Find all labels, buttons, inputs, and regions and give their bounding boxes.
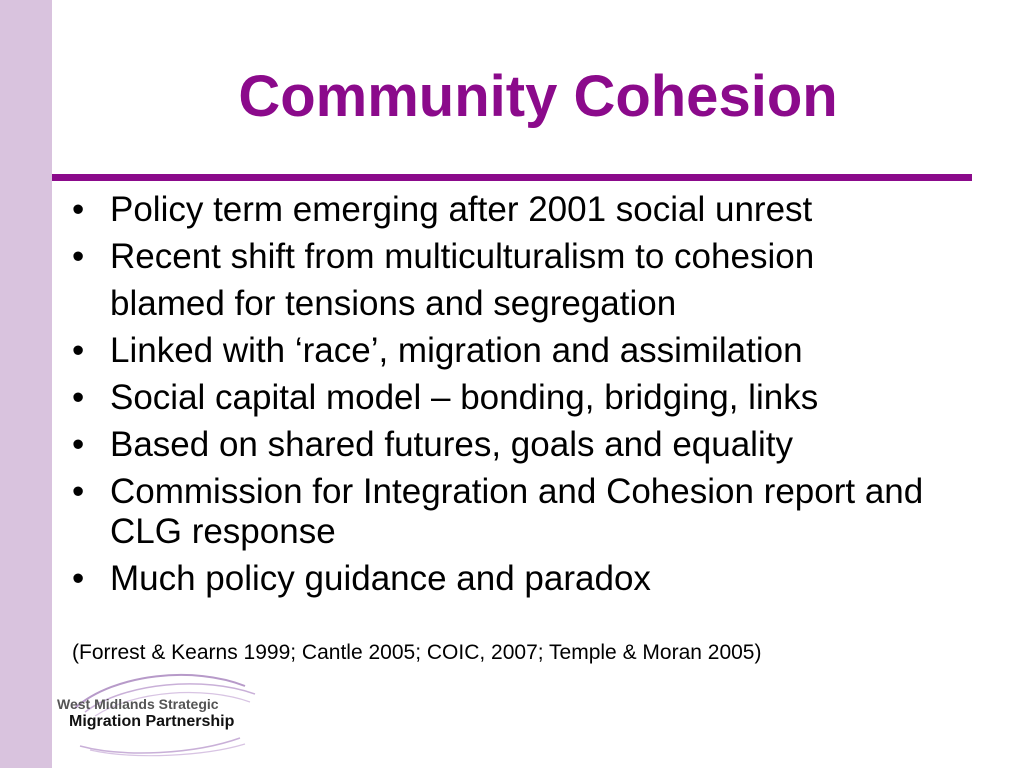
- bullet-dot: •: [72, 237, 85, 276]
- title-divider: [52, 174, 972, 181]
- bullet-item: [70, 559, 990, 599]
- bullet-item: [70, 237, 990, 277]
- organisation-logo: [55, 668, 285, 758]
- logo-line-2: Migration Partnership: [69, 713, 235, 730]
- slide-title: Community Cohesion: [238, 64, 838, 129]
- bullet-text: Policy term emerging after 2001 social unrest: [110, 190, 813, 229]
- bullet-item: [70, 378, 990, 418]
- bullet-text: Social capital model – bonding, bridging, links: [110, 378, 819, 417]
- bullet-text: Commission for Integration and Cohesion report and CLG response: [110, 472, 924, 551]
- bullet-item: [70, 331, 990, 371]
- citation-text: (Forrest & Kearns 1999; Cantle 2005; COIC, 2007; Temple & Moran 2005): [72, 641, 762, 664]
- bullet-text: blamed for tensions and segregation: [110, 284, 677, 323]
- bullet-text: Much policy guidance and paradox: [110, 559, 651, 598]
- left-accent-bar: [0, 0, 52, 768]
- bullet-text: Based on shared futures, goals and equality: [110, 425, 793, 464]
- bullet-dot: •: [72, 378, 85, 417]
- bullet-dot: •: [72, 425, 85, 464]
- bullet-list: [70, 190, 990, 606]
- bullet-item: [70, 190, 990, 230]
- bullet-dot: •: [72, 190, 85, 229]
- bullet-continuation: [70, 284, 990, 324]
- bullet-text: Recent shift from multiculturalism to cohesion: [110, 237, 815, 276]
- logo-line-1: West Midlands Strategic: [57, 696, 219, 712]
- bullet-item: [70, 425, 990, 465]
- bullet-dot: •: [72, 559, 85, 598]
- bullet-dot: •: [72, 472, 85, 511]
- bullet-dot: •: [72, 331, 85, 370]
- bullet-item: [70, 472, 990, 552]
- bullet-text: Linked with ‘race’, migration and assimilation: [110, 331, 803, 370]
